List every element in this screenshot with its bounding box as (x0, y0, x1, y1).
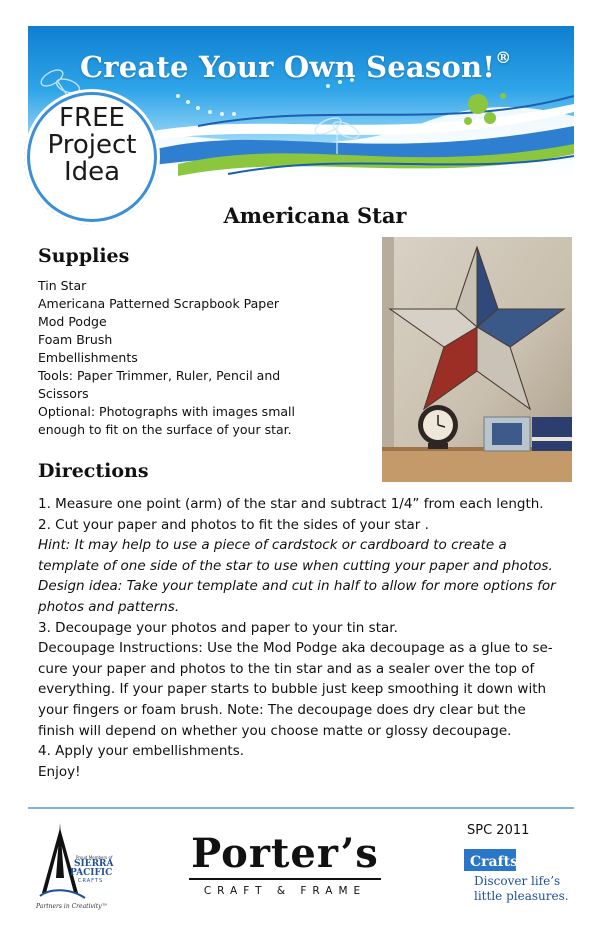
hint-line: Hint: It may help to use a piece of cardstock or cardboard to create a (38, 537, 507, 554)
supply-item: Tin Star (38, 278, 87, 293)
supply-item: Optional: Photographs with images small (38, 404, 295, 419)
free-project-idea-badge (30, 95, 154, 219)
badge-line-free: FREE (59, 103, 125, 133)
sierra-proud-text: Proud Members of (76, 855, 113, 860)
supply-item: Foam Brush (38, 332, 113, 347)
supplies-heading: Supplies (38, 245, 130, 267)
sierra-name-line: SIERRA (74, 859, 114, 869)
banner-title: Create Your Own Season!® (80, 48, 512, 84)
supply-item: Tools: Paper Trimmer, Ruler, Pencil and (38, 368, 281, 383)
directions-text (38, 494, 578, 782)
direction-line: your fingers or foam brush. Note: The decoupage does dry clear but the (38, 701, 526, 718)
sierra-pacific-crafts-logo (30, 818, 120, 918)
supply-item: Mod Podge (38, 314, 107, 329)
supply-item: enough to fit on the surface of your star. (38, 422, 292, 437)
direction-line: finish will depend on whether you choose matte or glossy decoupage. (38, 722, 512, 739)
direction-line: cure your paper and photos to the tin star and as a sealer over the top of (38, 660, 535, 677)
crafts-line-1: Discover life’s (474, 874, 561, 888)
design-idea-line: photos and patterns. (38, 598, 180, 615)
badge-line-project: Project (47, 130, 137, 160)
sierra-tagline: Partners in Creativity™ (36, 903, 108, 910)
direction-line: Enjoy! (38, 763, 81, 780)
badge-line-idea: Idea (63, 157, 121, 187)
direction-line: 2. Cut your paper and photos to fit the sides of your star . (38, 516, 429, 533)
sierra-name-line: CRAFTS (78, 878, 104, 884)
project-title: Americana Star (223, 203, 407, 228)
crafts-brand: Crafts. (470, 854, 523, 870)
americana-star-photo (382, 237, 572, 482)
direction-line: 4. Apply your embellishments. (38, 743, 245, 760)
porters-logo (175, 832, 395, 897)
spc-code: SPC 2011 (467, 823, 530, 838)
star-photo-illustration (382, 237, 572, 482)
hint-line: template of one side of the star to use when cutting your paper and photos. (38, 557, 553, 574)
porters-subtitle: CRAFT & FRAME (203, 885, 367, 897)
supplies-list (38, 277, 358, 439)
supply-item: Americana Patterned Scrapbook Paper (38, 296, 280, 311)
crafts-discover-logo (460, 843, 570, 909)
crafts-line-2: little pleasures. (474, 889, 569, 903)
supply-item: Embellishments (38, 350, 138, 365)
porters-underline (189, 878, 381, 880)
direction-line: Decoupage Instructions: Use the Mod Podge aka decoupage as a glue to se- (38, 640, 553, 657)
sierra-name-line: PACIFIC (70, 868, 113, 878)
design-idea-line: Design idea: Take your template and cut in half to allow for more options for (38, 578, 556, 595)
direction-line: 1. Measure one point (arm) of the star and subtract 1/4” from each length. (38, 496, 544, 512)
supply-item: Scissors (38, 386, 89, 401)
porters-name: Porter’s (191, 830, 379, 877)
direction-line: 3. Decoupage your photos and paper to your tin star. (38, 619, 398, 636)
directions-heading: Directions (38, 460, 149, 482)
direction-line: everything. If your paper starts to bubble just keep smoothing it down with (38, 681, 547, 698)
footer-divider (28, 807, 574, 809)
